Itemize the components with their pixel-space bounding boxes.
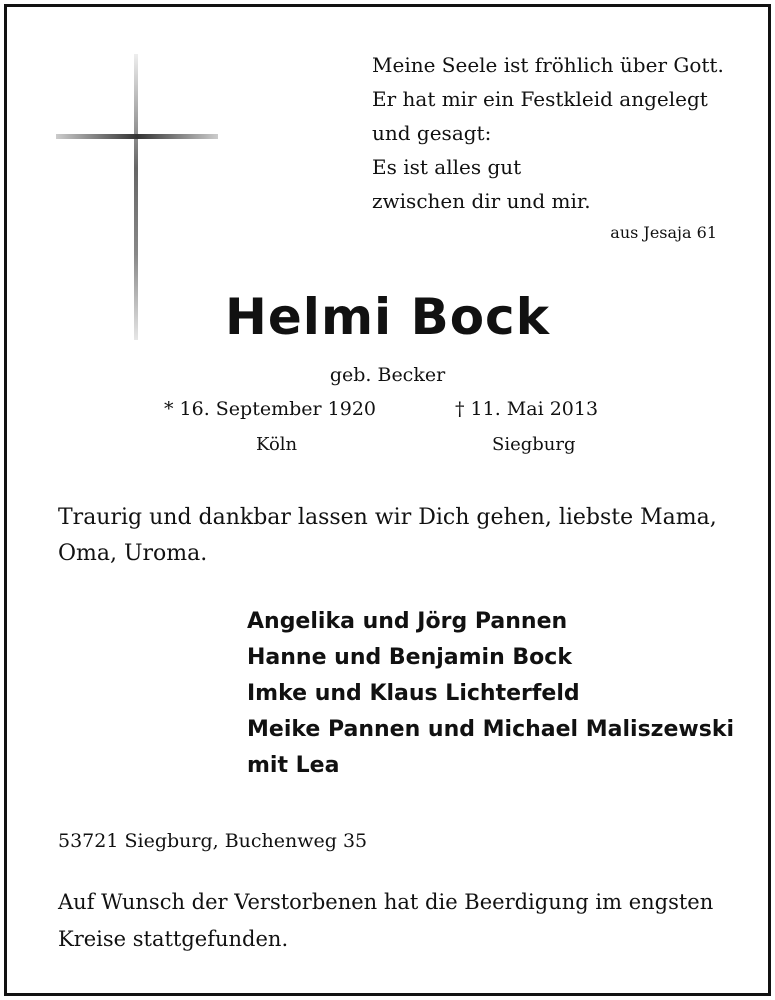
family-member: Meike Pannen und Michael Maliszewski — [247, 717, 734, 742]
verse-line: und gesagt: — [372, 121, 492, 145]
deceased-name: Helmi Bock — [225, 288, 550, 346]
maiden-name: geb. Becker — [329, 364, 446, 386]
death-date: † 11. Mai 2013 — [455, 398, 599, 420]
family-member: Hanne und Benjamin Bock — [247, 645, 572, 670]
verse-line: Meine Seele ist fröhlich über Gott. — [372, 53, 724, 77]
bible-verse — [372, 48, 724, 218]
verse-line: zwischen dir und mir. — [372, 189, 591, 213]
verse-source: aus Jesaja 61 — [610, 223, 717, 242]
mourning-message: Traurig und dankbar lassen wir Dich gehen, liebste Mama, Oma, Uroma. — [58, 505, 717, 566]
family-member: Angelika und Jörg Pannen — [247, 609, 568, 634]
funeral-note: Auf Wunsch der Verstorbenen hat die Beerdigung im engsten Kreise stattgefunden. — [58, 890, 714, 951]
verse-line: Er hat mir ein Festkleid angelegt — [372, 87, 708, 111]
family-member: Imke und Klaus Lichterfeld — [247, 681, 580, 706]
birth-place: Köln — [256, 434, 298, 455]
birth-date: * 16. September 1920 — [164, 398, 376, 420]
address: 53721 Siegburg, Buchenweg 35 — [58, 830, 368, 852]
family-list — [247, 604, 734, 784]
death-place: Siegburg — [492, 434, 576, 455]
family-member: mit Lea — [247, 753, 340, 778]
verse-line: Es ist alles gut — [372, 155, 522, 179]
cross-horizontal-beam — [56, 134, 218, 139]
